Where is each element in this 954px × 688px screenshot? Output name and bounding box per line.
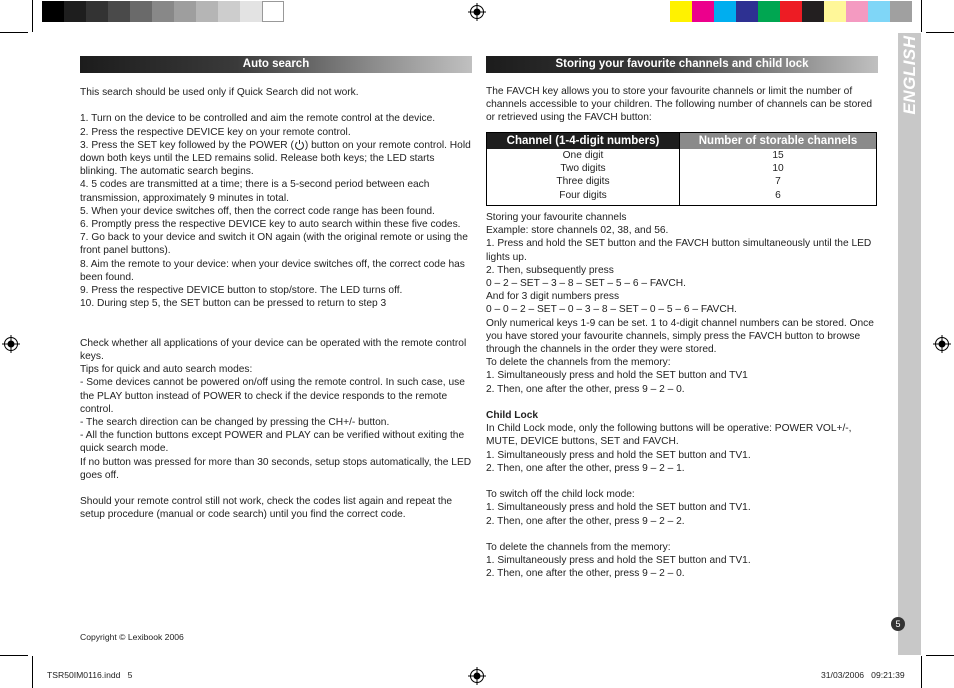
- body-text: In Child Lock mode, only the following buttons will be operative: POWER VOL+/-, MUTE, DEVICE buttons, SET and FAVCH.: [486, 423, 852, 448]
- body-text: To delete the channels from the memory:: [486, 357, 671, 369]
- gray-swatch: [262, 1, 284, 22]
- tips-text: - Some devices cannot be powered on/off using the remote control. In such case, use the PLAY button instead of POWER to check if the device responds to the remote control.: [80, 377, 465, 415]
- color-swatch: [714, 1, 736, 22]
- gray-swatch: [240, 1, 262, 22]
- table-cell: 10: [772, 163, 784, 175]
- body-text: 2. Then, one after the other, press 9 – 2 – 2.: [486, 515, 685, 527]
- table-cell: 15: [772, 150, 784, 161]
- channel-table: [486, 132, 877, 206]
- registration-mark-icon: [468, 3, 486, 21]
- table-column-channel: [487, 149, 679, 202]
- step-text: 4. 5 codes are transmitted at a time; there is a 5-second period between each transmission, approximately 9 minutes in total.: [80, 179, 430, 204]
- step-text: 1. Turn on the device to be controlled and aim the remote control at the device.: [80, 113, 436, 125]
- crop-mark: [0, 655, 28, 656]
- body-text: 2. Then, subsequently press: [486, 264, 614, 276]
- language-label: ENGLISH: [899, 35, 919, 115]
- table-cell: 7: [775, 176, 781, 188]
- body-text: 2. Then, one after the other, press 9 – 2 – 0.: [486, 383, 685, 395]
- gray-swatch: [64, 1, 86, 22]
- table-cell: Three digits: [556, 176, 610, 188]
- tips-text: If no button was pressed for more than 30 seconds, setup stops automatically, the LED goes off.: [80, 456, 472, 481]
- step-text: 5. When your device switches off, then the correct code range has been found.: [80, 205, 435, 217]
- gray-swatch: [108, 1, 130, 22]
- color-swatch: [670, 1, 692, 22]
- body-text: 1. Simultaneously press and hold the SET button and TV1.: [486, 449, 751, 461]
- crop-mark: [0, 32, 28, 33]
- step-text: 7. Go back to your device and switch it ON again (with the original remote or using the front panel buttons).: [80, 232, 468, 257]
- color-swatch: [868, 1, 890, 22]
- tips-text: - All the function buttons except POWER and PLAY can be verified without exiting the quick search mode.: [80, 430, 465, 455]
- power-icon: [294, 139, 305, 150]
- color-swatch: [758, 1, 780, 22]
- auto-search-body: [80, 86, 472, 522]
- body-text: 1. Simultaneously press and hold the SET button and TV1: [486, 370, 748, 382]
- registration-mark-icon: [933, 335, 951, 353]
- registration-mark-icon: [468, 667, 486, 685]
- gray-swatch: [218, 1, 240, 22]
- auto-search-heading-text: Auto search: [242, 58, 310, 70]
- body-text: 1. Press and hold the SET button and the FAVCH button simultaneously until the LED lights up.: [486, 238, 872, 263]
- gray-swatch: [130, 1, 152, 22]
- copyright: Copyright © Lexibook 2006: [80, 632, 184, 642]
- color-swatch: [736, 1, 758, 22]
- body-text: 2. Then, one after the other, press 9 – 2 – 0.: [486, 568, 685, 580]
- table-header-count: Number of storable channels: [680, 133, 876, 149]
- body-text: 0 – 2 – SET – 3 – 8 – SET – 5 – 6 – FAVCH.: [486, 278, 686, 290]
- tips-text: Tips for quick and auto search modes:: [80, 364, 253, 376]
- crop-mark: [926, 32, 954, 33]
- child-lock-title: Child Lock: [486, 410, 539, 422]
- step-text: 6. Promptly press the respective DEVICE key to auto search within these five codes.: [80, 219, 461, 231]
- color-swatch: [890, 1, 912, 22]
- gray-swatch: [42, 1, 64, 22]
- color-swatch: [692, 1, 714, 22]
- body-text: And for 3 digit numbers press: [486, 291, 620, 303]
- intro-text: This search should be used only if Quick Search did not work.: [80, 87, 359, 98]
- crop-mark: [921, 656, 922, 688]
- step-text: 9. Press the respective DEVICE button to stop/store. The LED turns off.: [80, 285, 403, 297]
- crop-mark: [32, 0, 33, 32]
- step-text: 2. Press the respective DEVICE key on your remote control.: [80, 126, 351, 138]
- favourite-intro: [486, 85, 882, 125]
- table-column-count: [680, 149, 876, 202]
- table-cell: Two digits: [560, 163, 606, 175]
- body-text: Storing your favourite channels: [486, 212, 627, 223]
- check-text: Check whether all applications of your device can be operated with the remote control keys.: [80, 337, 467, 363]
- gray-swatch: [152, 1, 174, 22]
- final-text: Should your remote control still not work, check the codes list again and repeat the setup procedure (manual or code search) until you find the correct code.: [80, 496, 453, 521]
- body-text: Example: store channels 02, 38, and 56.: [486, 225, 669, 237]
- color-swatch: [846, 1, 868, 22]
- language-side-tab: [898, 33, 921, 655]
- table-cell: Four digits: [559, 189, 607, 201]
- file-slug: TSR50IM0116.indd 5: [47, 670, 133, 680]
- crop-mark: [921, 0, 922, 32]
- body-text: 1. Simultaneously press and hold the SET button and TV1.: [486, 502, 751, 514]
- table-header-channel: Channel (1-4-digit numbers): [487, 133, 679, 149]
- body-text: 1. Simultaneously press and hold the SET button and TV1.: [486, 555, 751, 567]
- body-text: To switch off the child lock mode:: [486, 489, 635, 501]
- favch-intro-text: The FAVCH key allows you to store your favourite channels or limit the number of channels accessible to your children. The following number of channels can be stored or retrieved using the FAVCH button:: [486, 86, 873, 124]
- color-swatch: [802, 1, 824, 22]
- print-timestamp: 31/03/2006 09:21:39: [821, 670, 905, 680]
- favourite-channels-heading: [486, 56, 878, 73]
- step-text: 3. Press the SET key followed by the POWER ( ) button on your remote control. Hold down both keys until the LED remains solid. Release both keys; the LED starts blinking. The automatic search begins.: [80, 139, 471, 178]
- step-text: 8. Aim the remote to your device: when your device switches off, the correct code has been found.: [80, 258, 465, 283]
- color-swatch: [780, 1, 802, 22]
- body-text: Only numerical keys 1-9 can be set. 1 to 4-digit channel numbers can be stored. Once you have stored your favourite channels, simply press the FAVCH button to browse through the channels in the order they were stored.: [486, 317, 874, 356]
- auto-search-heading: [80, 56, 472, 73]
- registration-mark-icon: [2, 335, 20, 353]
- gray-swatch: [86, 1, 108, 22]
- table-cell: One digit: [562, 150, 604, 161]
- body-text: To delete the channels from the memory:: [486, 542, 671, 554]
- favourite-channels-heading-text: Storing your favourite channels and child lock: [555, 58, 809, 70]
- table-cell: 6: [775, 189, 781, 201]
- color-swatch: [824, 1, 846, 22]
- gray-swatch: [174, 1, 196, 22]
- body-text: 0 – 0 – 2 – SET – 0 – 3 – 8 – SET – 0 – 5 – 6 – FAVCH.: [486, 304, 737, 316]
- tips-text: - The search direction can be changed by pressing the CH+/- button.: [80, 417, 390, 429]
- crop-mark: [926, 655, 954, 656]
- page-number: 5: [891, 617, 905, 631]
- body-text: 2. Then, one after the other, press 9 – 2 – 1.: [486, 462, 685, 474]
- step-text: 10. During step 5, the SET button can be pressed to return to step 3: [80, 298, 387, 310]
- gray-swatch: [196, 1, 218, 22]
- favourite-body: [486, 211, 882, 581]
- crop-mark: [32, 656, 33, 688]
